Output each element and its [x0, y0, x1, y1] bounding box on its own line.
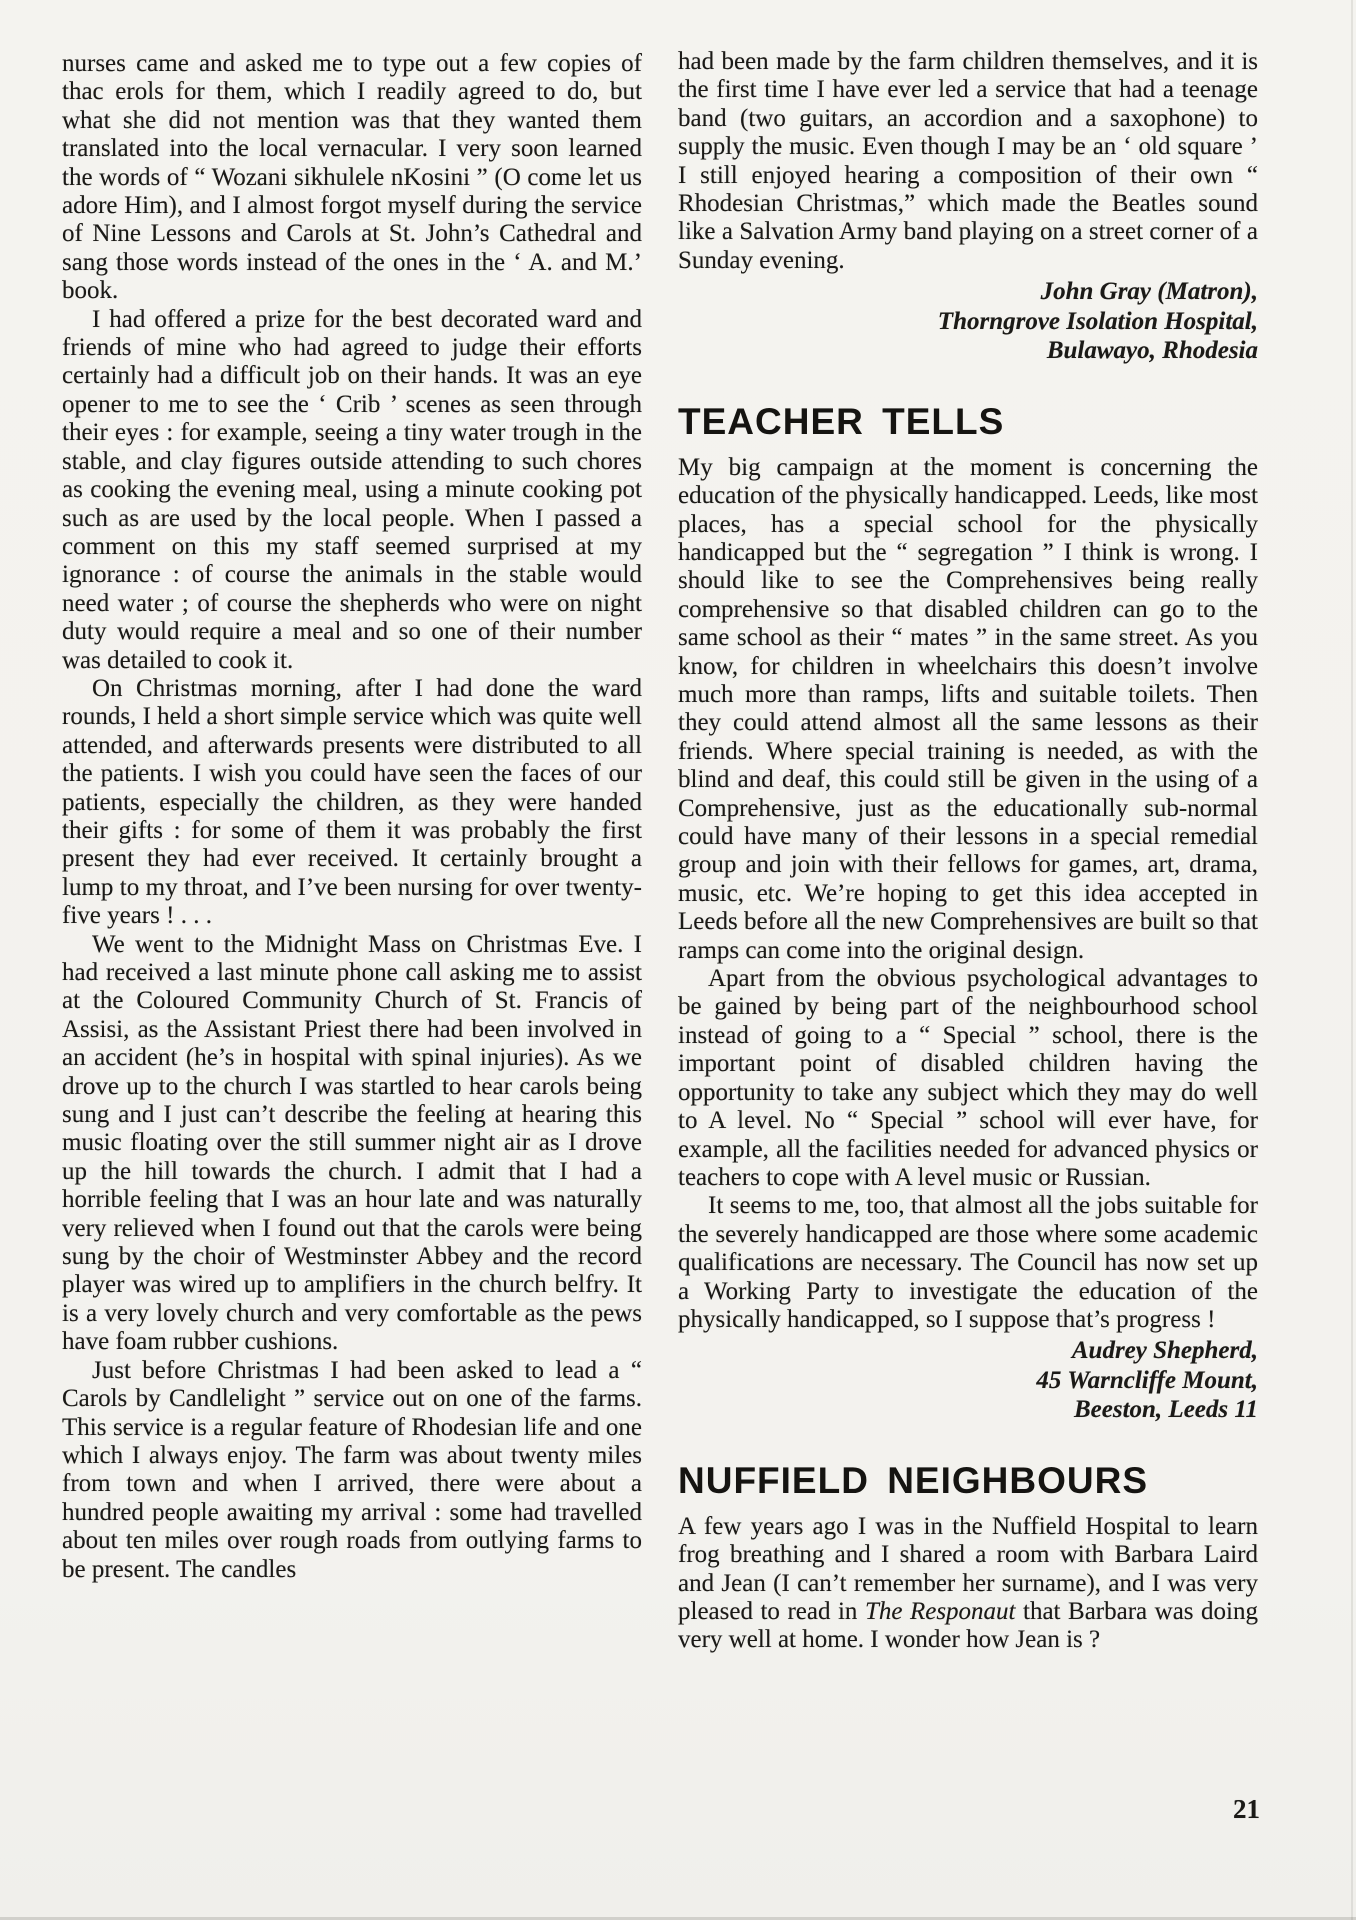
paragraph	[678, 1513, 1258, 1655]
signature-line: Audrey Shepherd,	[1071, 1337, 1258, 1365]
signature-block	[678, 277, 1258, 366]
signature-line: Beeston, Leeds 11	[1073, 1396, 1258, 1424]
text-run: Just before Christmas I had been asked to lead a “ Carols by Candlelight ” service out on one of the farms. This service is a regular feature of Rhodesian life and one which I always enjoy. The farm was about twenty miles from town and when I arrived, there were about a hundred people awaiting my arrival : some had travelled about ten miles over rough roads from outlying farms to be present. The candles	[62, 1356, 642, 1583]
paragraph	[62, 50, 642, 306]
paragraph	[62, 675, 642, 931]
scan-edge-right	[1351, 0, 1353, 1920]
italic-text-run: The Responaut	[864, 1598, 1016, 1626]
paragraph	[62, 1357, 642, 1584]
text-run: A few years ago I was in the Nuffield Hospital to learn frog breathing and I shared a room with Barbara Laird and Jean (I can’t remember her surname), and I was very pleased to read in	[678, 1512, 1258, 1626]
text-run: My big campaign at the moment is concerning the education of the physically handicapped. Leeds, like most places, has a special school for the physically handicapped but the “ segregation ” I think is wrong. I should like to see the Comprehensives being really comprehensive so that disabled children can go to the same school as their “ mates ” in the same street. As you know, for children in wheelchairs this doesn’t involve much more than ramps, lifts and suitable toilets. Then they could attend almost all the same lessons as their friends. Where special training is needed, as with the blind and deaf, this could still be given in the using of a Comprehensive, just as the educationally sub-normal could have many of their lessons in a special remedial group and join with their fellows for games, art, drama, music, etc. We’re hoping to get this idea accepted in Leeds before all the new Comprehensives are built so that ramps can come into the original design.	[678, 453, 1258, 964]
text-run: nurses came and asked me to type out a few copies of thac erols for them, which I readily agreed to do, but what she did not mention was that they wanted them translated into the local vernacular. I very soon learned the words of “ Wozani sikhulele nKosini ” (O come let us adore Him), and I almost forgot myself during the service of Nine Lessons and Carols at St. John’s Cathedral and sang those words instead of the ones in the ‘ A. and M.’ book.	[62, 50, 642, 305]
signature-line: 45 Warncliffe Mount,	[1036, 1366, 1258, 1394]
right-column	[678, 48, 1258, 1655]
page-number: 21	[1233, 1794, 1260, 1824]
paragraph	[678, 48, 1258, 275]
signature-block	[678, 1336, 1258, 1425]
text-run: that Barbara was doing very well at home. I wonder how Jean is ?	[678, 1598, 1258, 1654]
text-run: had been made by the farm children themselves, and it is the first time I have ever led a service that had a teenage band (two guitars, an accordion and a saxophone) to supply the music. Even though I may be an ‘ old square ’ I still enjoyed hearing a composition of their own “ Rhodesian Christmas,” which made the Beatles sound like a Salvation Army band playing on a street corner of a Sunday evening.	[678, 48, 1258, 274]
signature-line: John Gray (Matron),	[1040, 278, 1258, 306]
paragraph	[62, 306, 642, 675]
section-heading: NUFFIELD NEIGHBOURS	[678, 1459, 1148, 1501]
text-run: It seems to me, too, that almost all the jobs suitable for the severely handicapped are those where some academic qualifications are necessary. The Council has now set up a Working Party to investigate the education of the physically handicapped, so I suppose that’s progress !	[678, 1192, 1258, 1333]
signature-line: Thorngrove Isolation Hospital,	[937, 307, 1258, 335]
text-run: On Christmas morning, after I had done the ward rounds, I held a short simple service which was quite well attended, and afterwards presents were distributed to all the patients. I wish you could have seen the faces of our patients, especially the children, as they were handed their gifts : for some of them it was probably the first present they had ever received. It certainly brought a lump to my throat, and I’ve been nursing for over twenty-five years ! . . .	[62, 674, 642, 930]
section-heading: TEACHER TELLS	[678, 400, 1005, 442]
paragraph	[678, 454, 1258, 965]
paragraph	[678, 965, 1258, 1192]
text-run: We went to the Midnight Mass on Christmas Eve. I had received a last minute phone call asking me to assist at the Coloured Community Church of St. Francis of Assisi, as the Assistant Priest there had been involved in an accident (he’s in hospital with spinal injuries). As we drove up to the church I was startled to hear carols being sung and I just can’t describe the feeling at hearing this music floating over the still summer night air as I drove up the hill towards the church. I admit that I had a horrible feeling that I was an hour late and was naturally very relieved when I found out that the carols were being sung by the choir of Westminster Abbey and the record player was wired up to amplifiers in the church belfry. It is a very lovely church and very comfortable as the pews have foam rubber cushions.	[62, 930, 642, 1356]
left-column	[62, 50, 642, 1584]
paragraph	[62, 931, 642, 1357]
text-run: I had offered a prize for the best decorated ward and friends of mine who had agreed to judge their efforts certainly had a difficult job on their hands. It was an eye opener to me to see the ‘ Crib ’ scenes as seen through their eyes : for example, seeing a tiny water trough in the stable, and clay figures outside attending to such chores as cooking the evening meal, using a minute cooking pot such as are used by the local people. When I passed a comment on this my staff seemed surprised at my ignorance : of course the animals in the stable would need water ; of course the shepherds who were on night duty would require a meal and so one of their number was detailed to cook it.	[62, 305, 642, 674]
text-run: Apart from the obvious psychological advantages to be gained by being part of the neighbourhood school instead of going to a “ Special ” school, there is the important point of disabled children having the opportunity to take any subject which they may do well to A level. No “ Special ” school will ever have, for example, all the facilities needed for advanced physics or teachers to cope with A level music or Russian.	[678, 965, 1258, 1191]
paragraph	[678, 1192, 1258, 1334]
signature-line: Bulawayo, Rhodesia	[1046, 337, 1258, 365]
